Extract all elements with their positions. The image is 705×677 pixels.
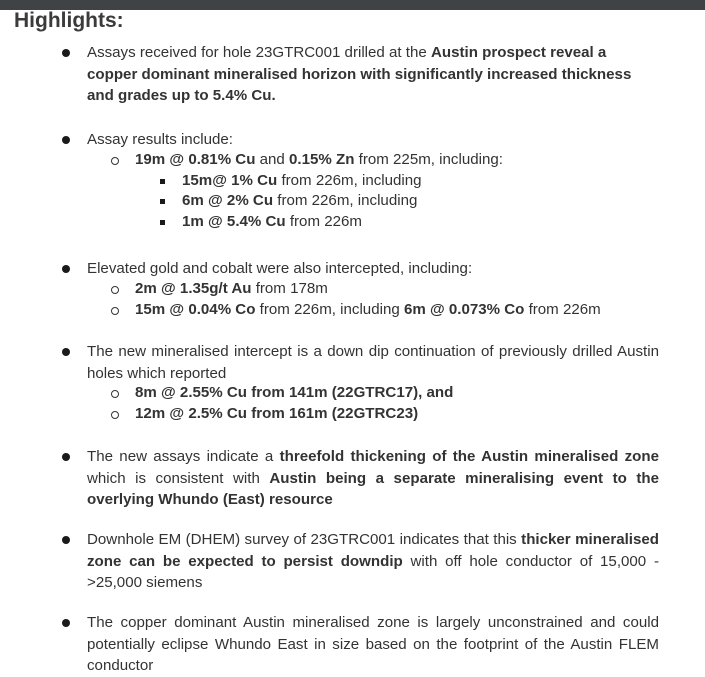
circle-bullet-icon <box>111 286 119 294</box>
highlight-1: Assays received for hole 23GTRC001 drilled at the Austin prospect reveal a copper dominant mineralised horizon with significantly increased thickness and grades up to 5.4% Cu. <box>87 44 632 104</box>
assay-line: 8m @ 2.55% Cu from 141m (22GTRC17), and <box>135 384 454 401</box>
page-title: Highlights: <box>14 9 124 32</box>
circle-bullet-icon <box>111 307 119 315</box>
bullet-icon <box>62 619 70 627</box>
bullet-icon <box>62 348 70 356</box>
circle-bullet-icon <box>111 411 119 419</box>
assay-line: 19m @ 0.81% Cu and 0.15% Zn from 225m, including: <box>135 151 503 168</box>
square-bullet-icon <box>160 179 165 184</box>
circle-bullet-icon <box>111 157 119 165</box>
circle-bullet-icon <box>111 390 119 398</box>
assay-line: 12m @ 2.5% Cu from 161m (22GTRC23) <box>135 405 419 422</box>
assay-subline: 1m @ 5.4% Cu from 226m <box>182 213 362 230</box>
square-bullet-icon <box>160 220 165 225</box>
bullet-icon <box>62 536 70 544</box>
highlight-4-intro: The new mineralised intercept is a down dip continuation of previously drilled Austin holes which reported <box>87 343 659 382</box>
square-bullet-icon <box>160 199 165 204</box>
assay-subline: 6m @ 2% Cu from 226m, including <box>182 192 418 209</box>
highlight-6: Downhole EM (DHEM) survey of 23GTRC001 indicates that this thicker mineralised zone can be expected to persist downdip with off hole conductor of 15,000 - >25,000 siemens <box>87 531 659 591</box>
assay-subline: 15m@ 1% Cu from 226m, including <box>182 172 422 189</box>
highlight-5: The new assays indicate a threefold thickening of the Austin mineralised zone which is consistent with Austin being a separate mineralising event to the overlying Whundo (East) resource <box>87 448 659 508</box>
bullet-icon <box>62 49 70 57</box>
highlight-7: The copper dominant Austin mineralised zone is largely unconstrained and could potentially eclipse Whundo East in size based on the footprint of the Austin FLEM conductor <box>87 614 659 674</box>
highlight-2-intro: Assay results include: <box>87 131 233 148</box>
bullet-icon <box>62 136 70 144</box>
assay-line: 15m @ 0.04% Co from 226m, including 6m @ 0.073% Co from 226m <box>135 301 601 318</box>
bullet-icon <box>62 265 70 273</box>
bullet-icon <box>62 453 70 461</box>
assay-line: 2m @ 1.35g/t Au from 178m <box>135 280 328 297</box>
highlight-3-intro: Elevated gold and cobalt were also intercepted, including: <box>87 260 473 277</box>
